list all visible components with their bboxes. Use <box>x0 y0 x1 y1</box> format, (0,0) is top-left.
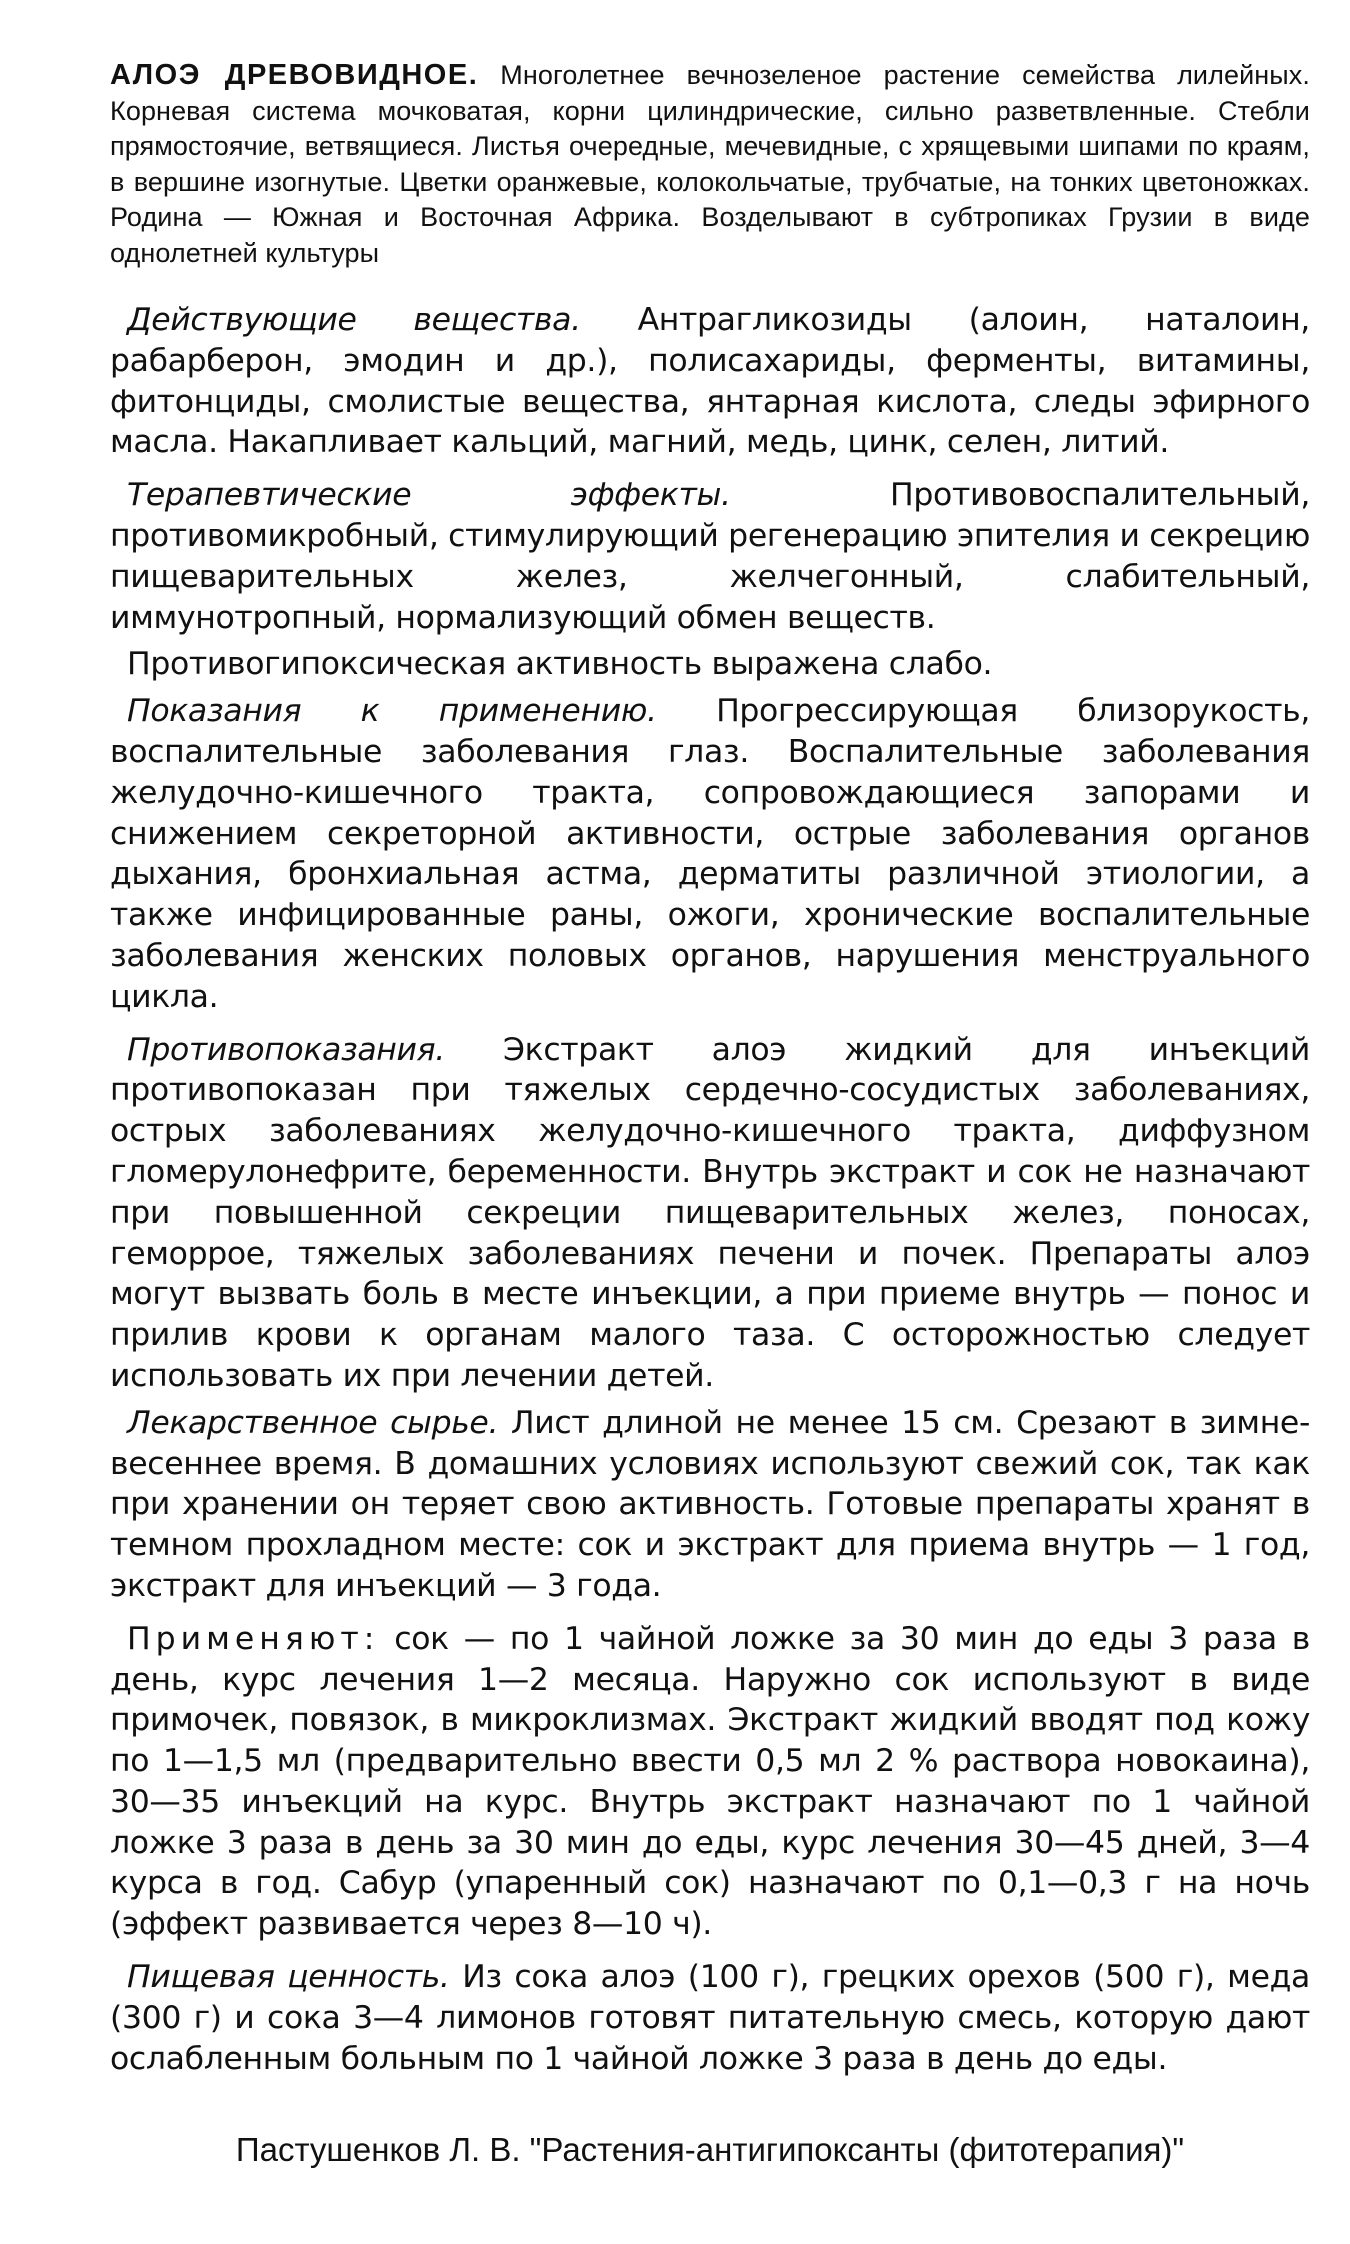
section-text: Прогрессирующая близорукость, воспалительные заболевания глаз. Воспалительные заболевания желудочно-кишечного тракта, сопровождающиеся запорами и снижением секреторной активности, острые заболевания органов дыхания, бронхиальная астма, дерматиты различной этиологии, а также инфицированные раны, ожоги, хронические воспалительные заболевания женских половых органов, нарушения менструального цикла. <box>110 693 1310 1015</box>
section-text: Экстракт алоэ жидкий для инъекций противопоказан при тяжелых сердечно-сосудистых заболеваниях, острых заболеваниях желудочно-кишечного тракта, диффузном гломерулонефрите, беременности. Внутрь экстракт и сок не назначают при повышенной секреции пищеварительных желез, поносах, геморрое, тяжелых заболеваниях печени и почек. Препараты алоэ могут вызвать боль в месте инъекции, а при приеме внутрь — понос и прилив крови к органам малого таза. С осторожностью следует использовать их при лечении детей. <box>110 1031 1310 1394</box>
section-text: Противовоспалительный, противомикробный, стимулирующий регенерацию эпителия и секрецию пищеварительных желез, желчегонный, слабительный, иммунотропный, нормализующий обмен веществ. <box>110 477 1311 636</box>
section-raw-material <box>110 1403 1310 1607</box>
section-indications <box>110 691 1310 1017</box>
section-heading: Действующие вещества. <box>127 302 581 338</box>
plant-description <box>110 58 1310 271</box>
section-therapeutic-effects <box>110 475 1310 638</box>
section-text: сок — по 1 чайной ложке за 30 мин до еды 3 раза в день, курс лечения 1—2 месяца. Наружно сок используют в виде примочек, повязок, в микроклизмах. Экстракт жидкий вводят под кожу по 1—1,5 мл (предварительно ввести 0,5 мл 2 % раствора новокаина), 30—35 инъекций на курс. Внутрь экстракт назначают по 1 чайной ложке 3 раза в день за 30 мин до еды, курс лечения 30—45 дней, 3—4 курса в год. Сабур (упаренный сок) назначают по 0,1—0,3 г на ночь (эффект развивается через 8—10 ч). <box>110 1620 1310 1943</box>
section-text: Из сока алоэ (100 г), грецких орехов (500 г), меда (300 г) и сока 3—4 лимонов готовят питательную смесь, которую дают ослабленным больным по 1 чайной ложке 3 раза в день до еды. <box>110 1959 1310 2077</box>
document-body <box>110 300 1310 2079</box>
section-text: Противогипоксическая активность выражена слабо. <box>127 646 993 683</box>
section-heading: Показания к применению. <box>127 693 657 730</box>
section-text: Антрагликозиды (алоин, наталоин, рабарберон, эмодин и др.), полисахариды, ферменты, витамины, фитонциды, смолистые вещества, янтарная кислота, следы эфирного масла. Накапливает кальций, магний, медь, цинк, селен, литий. <box>110 302 1310 461</box>
section-active-substances <box>110 300 1310 463</box>
section-heading: Противопоказания. <box>127 1031 445 1068</box>
section-text: Лист длиной не менее 15 см. Срезают в зимне-весеннее время. В домашних условиях используют свежий сок, так как при хранении он теряет свою активность. Готовые препараты хранят в темном прохладном месте: сок и экстракт для приема внутрь — 1 год, экстракт для инъекций — 3 года. <box>110 1404 1310 1604</box>
section-contraindications <box>110 1030 1310 1397</box>
section-heading: Пищевая ценность. <box>127 1959 450 1996</box>
plant-title: АЛОЭ ДРЕВОВИДНОЕ. <box>110 59 479 91</box>
source-citation: Пастушенков Л. В. "Растения-антигипоксанты (фитотерапия)" <box>235 2131 1185 2168</box>
section-heading: Применяют: <box>127 1620 380 1657</box>
section-usage <box>110 1619 1310 1945</box>
section-heading: Лекарственное сырье. <box>127 1404 499 1441</box>
section-nutrition <box>110 1957 1310 2079</box>
section-heading: Терапевтические эффекты. <box>127 477 731 514</box>
plant-description-text: Многолетнее вечнозеленое растение семейства лилейных. Корневая система мочковатая, корни цилиндрические, сильно разветвленные. Стебли прямостоячие, ветвящиеся. Листья очередные, мечевидные, с хрящевыми шипами по краям, в вершине изогнутые. Цветки оранжевые, колокольчатые, трубчатые, на тонких цветоножках. Родина — Южная и Восточная Африка. Возделывают в субтропиках Грузии в виде однолетней культуры <box>110 60 1310 268</box>
section-hypoxia-note <box>110 644 1310 685</box>
